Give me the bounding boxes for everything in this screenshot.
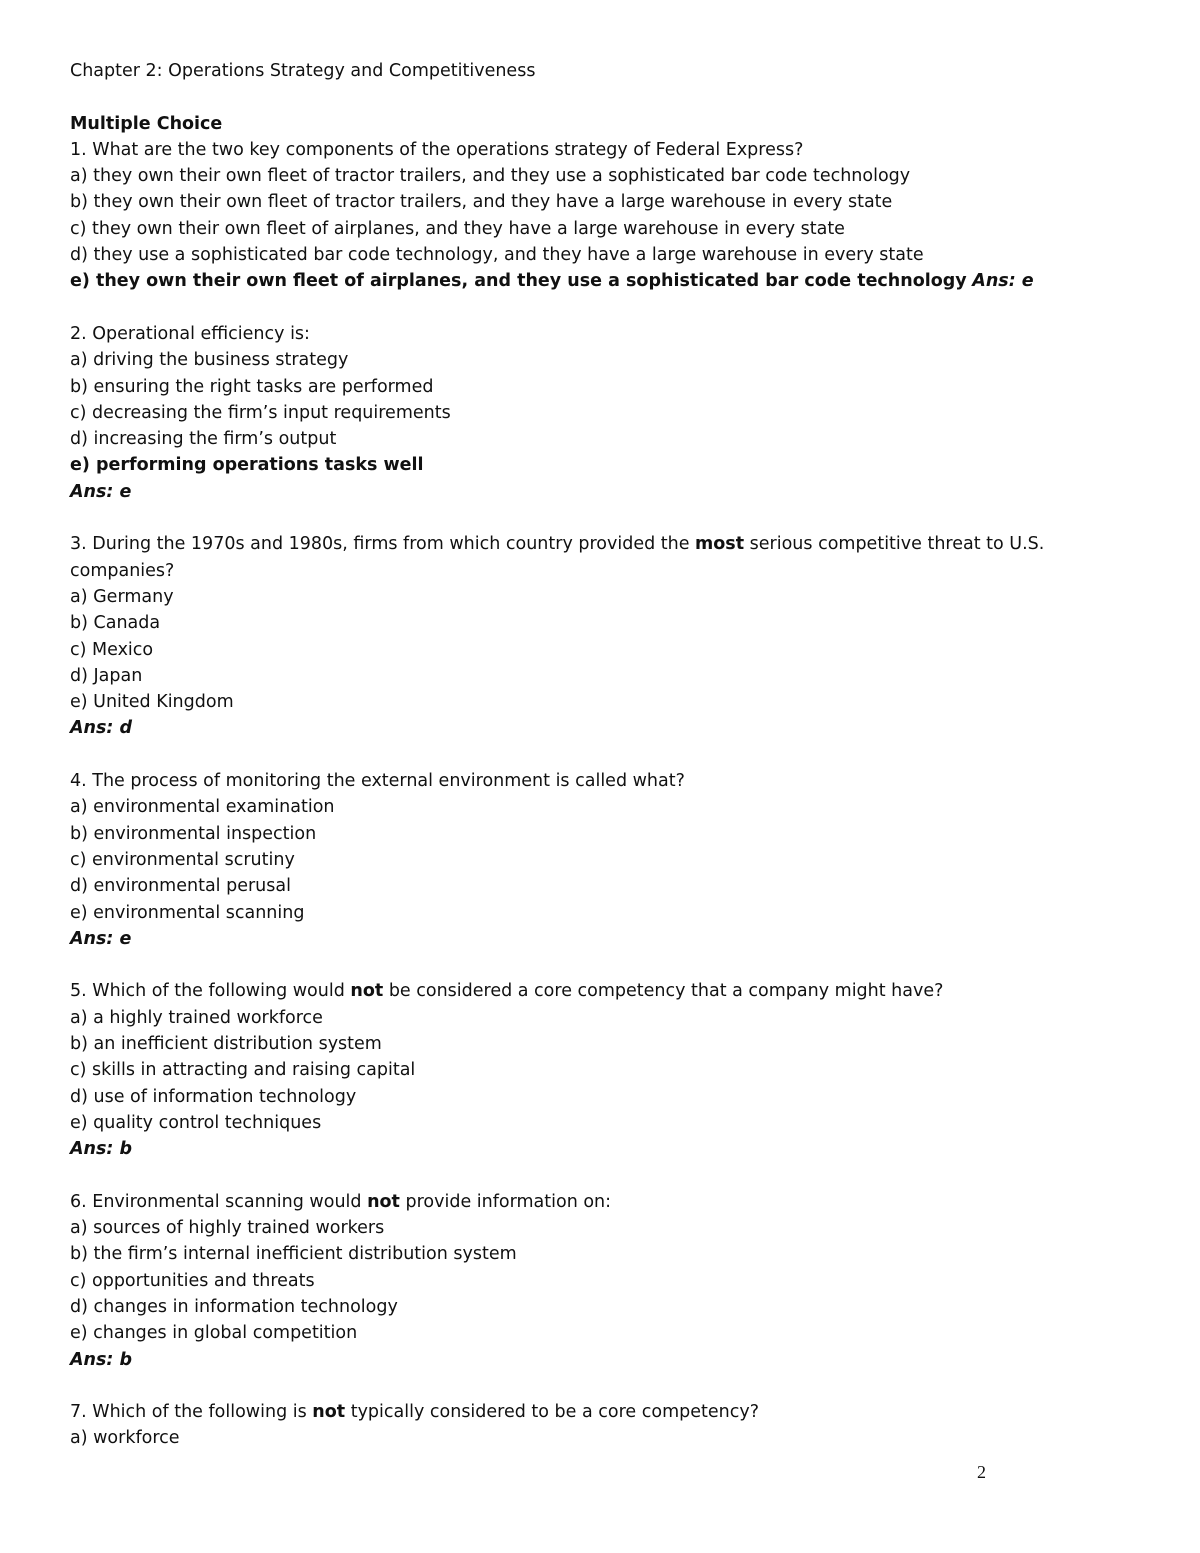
answer-key: Ans: b	[70, 1349, 133, 1370]
answer-option: b) the firm’s internal inefficient distribution system	[70, 1244, 517, 1265]
stem-text: 5. Which of the following would	[70, 981, 351, 1002]
stem-text: serious competitive threat to U.S. companies?	[70, 534, 1045, 581]
stem-text: 3. During the 1970s and 1980s, firms from which country provided the	[70, 534, 696, 555]
answer-option: e) environmental scanning	[70, 902, 305, 923]
answer-option: c) environmental scrutiny	[70, 849, 295, 870]
correct-answer-option: e) performing operations tasks well	[70, 455, 424, 476]
answer-option: e) United Kingdom	[70, 692, 234, 713]
answer-key: Ans: e	[70, 481, 132, 502]
question-stem	[70, 531, 1140, 584]
answer-key: Ans: e	[972, 271, 1034, 292]
spacer	[70, 1162, 1140, 1188]
question-7	[70, 1399, 1140, 1452]
spacer	[70, 505, 1140, 531]
answer-option: a) sources of highly trained workers	[70, 1218, 385, 1239]
answer-option: a) driving the business strategy	[70, 350, 349, 371]
question-2	[70, 321, 1140, 505]
question-1	[70, 137, 1140, 295]
stem-text: be considered a core competency that a company might have?	[383, 981, 944, 1002]
answer-key: Ans: e	[70, 928, 132, 949]
answer-key: Ans: d	[70, 718, 133, 739]
answer-option: e) changes in global competition	[70, 1323, 358, 1344]
answer-option: c) skills in attracting and raising capital	[70, 1060, 416, 1081]
answer-option: c) Mexico	[70, 639, 154, 660]
answer-option: a) environmental examination	[70, 797, 335, 818]
stem-emphasis: not	[350, 981, 384, 1002]
stem-emphasis: not	[312, 1402, 346, 1423]
answer-option: b) ensuring the right tasks are performed	[70, 376, 434, 397]
answer-option: c) they own their own fleet of airplanes, and they have a large warehouse in every state	[70, 218, 845, 239]
answer-option: b) Canada	[70, 613, 161, 634]
question-stem	[70, 1189, 1140, 1215]
answer-option: d) use of information technology	[70, 1086, 357, 1107]
spacer	[70, 952, 1140, 978]
answer-option: d) they use a sophisticated bar code technology, and they have a large warehouse in every state	[70, 245, 924, 266]
question-stem: 2. Operational efficiency is:	[70, 323, 310, 344]
question-stem: 1. What are the two key components of the operations strategy of Federal Express?	[70, 139, 804, 160]
page-number: 2	[977, 1462, 986, 1482]
stem-text: typically considered to be a core competency?	[345, 1402, 759, 1423]
question-4	[70, 768, 1140, 952]
answer-option: a) they own their own fleet of tractor trailers, and they use a sophisticated bar code technology	[70, 166, 911, 187]
question-5	[70, 978, 1140, 1162]
spacer	[70, 295, 1140, 321]
answer-option: b) an inefficient distribution system	[70, 1033, 382, 1054]
question-6	[70, 1189, 1140, 1373]
stem-emphasis: most	[695, 534, 745, 555]
spacer	[70, 742, 1140, 768]
answer-option: d) changes in information technology	[70, 1296, 398, 1317]
stem-text: 6. Environmental scanning would	[70, 1191, 368, 1212]
section-heading: Multiple Choice	[70, 113, 223, 134]
question-stem: 4. The process of monitoring the external environment is called what?	[70, 771, 685, 792]
answer-option: e) quality control techniques	[70, 1112, 322, 1133]
answer-option: b) they own their own fleet of tractor trailers, and they have a large warehouse in every state	[70, 192, 893, 213]
answer-option: a) a highly trained workforce	[70, 1007, 323, 1028]
chapter-title: Chapter 2: Operations Strategy and Competitiveness	[70, 61, 536, 81]
answer-option: a) Germany	[70, 586, 174, 607]
question-3	[70, 531, 1140, 741]
answer-option: d) environmental perusal	[70, 876, 291, 897]
answer-key: Ans: b	[70, 1139, 133, 1160]
question-stem	[70, 1399, 1140, 1425]
document-page	[70, 58, 1140, 1452]
correct-option-line	[70, 268, 1140, 294]
stem-emphasis: not	[367, 1191, 400, 1212]
stem-text: 7. Which of the following is	[70, 1402, 313, 1423]
correct-answer-option: e) they own their own fleet of airplanes, and they use a sophisticated bar code technology	[70, 271, 967, 292]
answer-option: d) increasing the firm’s output	[70, 429, 337, 450]
answer-option: d) Japan	[70, 665, 143, 686]
answer-option: b) environmental inspection	[70, 823, 317, 844]
answer-option: c) decreasing the firm’s input requirements	[70, 402, 451, 423]
answer-option: a) workforce	[70, 1428, 180, 1449]
stem-text: provide information on:	[399, 1191, 612, 1212]
spacer	[70, 1373, 1140, 1399]
question-stem	[70, 978, 1140, 1004]
answer-option: c) opportunities and threats	[70, 1270, 315, 1291]
